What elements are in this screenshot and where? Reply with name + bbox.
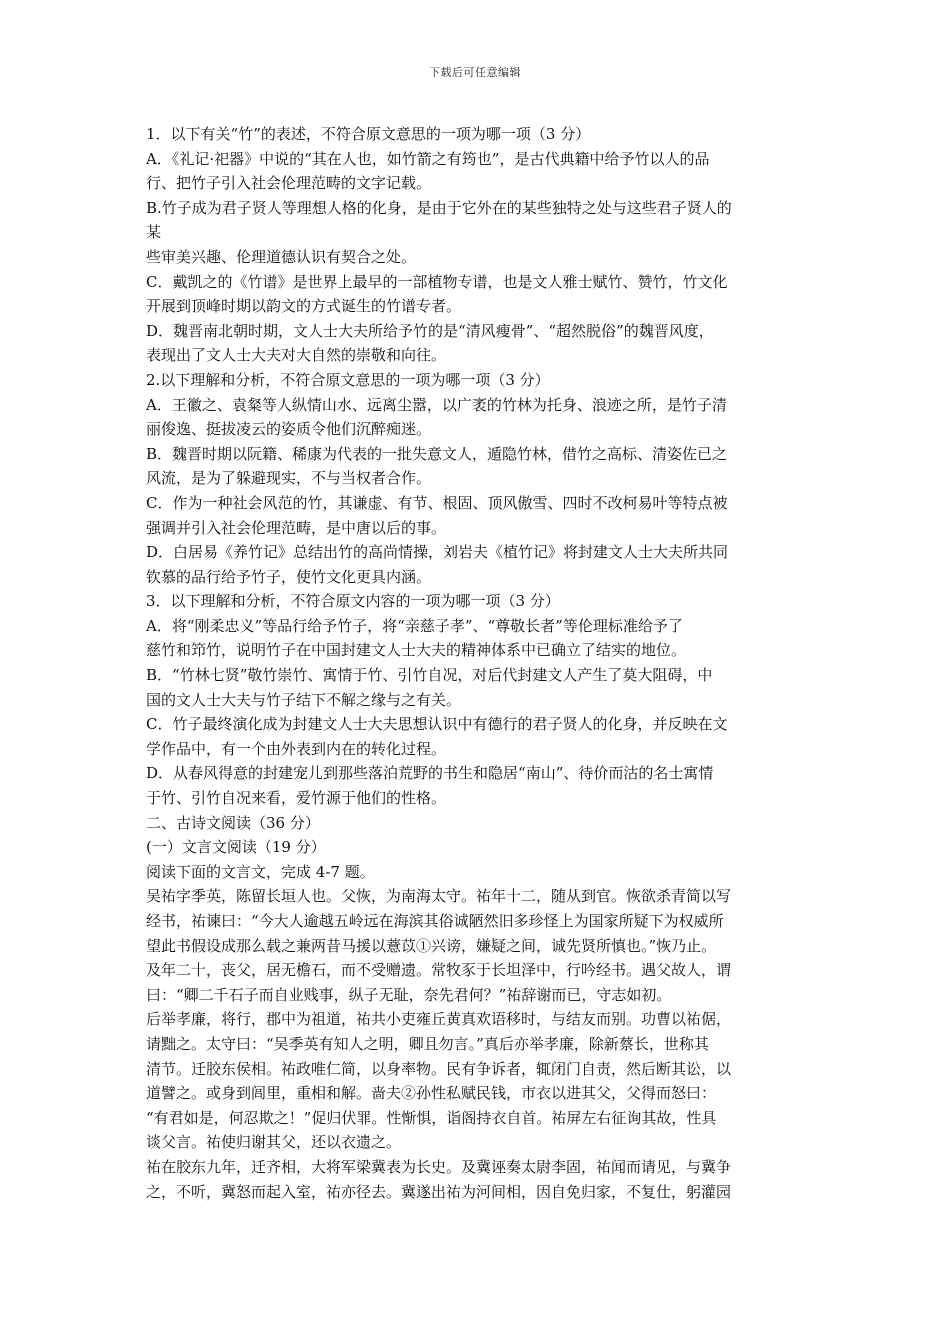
text-line: 望此书假设成那么载之兼两昔马援以薏苡①兴谤，嫌疑之间，诚先贤所慎也。”恢乃止。 xyxy=(146,936,717,955)
text-line: B.竹子成为君子贤人等理想人格的化身，是由于它外在的某些独特之处与这些君子贤人的 xyxy=(146,198,732,217)
text-line: 曰：“卿二千石子而自业贱事，纵子无耻，奈先君何？”祐辞谢而已，守志如初。 xyxy=(146,985,672,1004)
text-line: 于竹、引竹自况来看，爱竹源于他们的性格。 xyxy=(146,789,447,808)
text-line: 3．以下理解和分析，不符合原文内容的一项为哪一项（3 分） xyxy=(146,592,560,611)
text-line: D．魏晋南北朝时期，文人士大夫所给予竹的是“清风瘦骨”、“超然脱俗”的魏晋风度， xyxy=(146,321,714,340)
text-line: 行、把竹子引入社会伦理范畴的文字记载。 xyxy=(146,174,432,193)
text-line: 祐在胶东九年，迁齐相，大将军梁冀表为长史。及冀诬奏太尉李固，祐闻而请见，与冀争 xyxy=(146,1157,732,1176)
text-line: D．从春风得意的封建宠儿到那些落泊荒野的书生和隐居“南山”、待价而沽的名士寓情 xyxy=(146,764,714,783)
text-line: C．戴凯之的《竹谱》是世界上最早的一部植物专谱，也是文人雅士赋竹、赞竹，竹文化 xyxy=(146,272,728,291)
text-line: 请黜之。太守曰：“吴季英有知人之明，卿且勿言。”真后亦举孝廉，除新蔡长，世称其 xyxy=(146,1034,709,1053)
text-line: 2.以下理解和分析，不符合原文意思的一项为哪一项（3 分） xyxy=(146,370,550,389)
text-line: 学作品中，有一个由外表到内在的转化过程。 xyxy=(146,739,447,758)
text-line: 1．以下有关“竹”的表述，不符合原文意思的一项为哪一项（3 分） xyxy=(146,125,591,143)
text-line: 些审美兴趣、伦理道德认识有契合之处。 xyxy=(146,247,417,266)
document-body xyxy=(146,122,814,1204)
text-line: 道譬之。或身到闾里，重相和解。啬夫②孙性私赋民钱，市衣以进其父，父得而怒曰： xyxy=(146,1084,717,1103)
text-line: C．竹子最终演化成为封建文人士大夫思想认识中有德行的君子贤人的化身，并反映在文 xyxy=(146,715,728,734)
text-line: 某 xyxy=(146,223,162,242)
text-line: 谈父言。祐使归谢其父，还以衣遗之。 xyxy=(146,1133,402,1152)
text-line: B．魏晋时期以阮籍、稀康为代表的一批失意文人，遁隐竹林，借竹之高标、清姿佐已之 xyxy=(146,444,728,463)
text-line: (一）文言文阅读（19 分） xyxy=(146,838,326,857)
text-line: 经书，祐谏曰：“今大人逾越五岭远在海滨其俗诚陋然旧多珍怪上为国家所疑下为权威所 xyxy=(146,912,724,930)
text-line: 国的文人士大夫与竹子结下不解之缘与之有关。 xyxy=(146,690,462,709)
text-line: A．王徽之、袁粲等人纵情山水、远离尘嚣，以广袤的竹林为托身、浪迹之所，是竹子清 xyxy=(146,395,727,414)
header-note: 下载后可任意编辑 xyxy=(429,66,521,79)
text-line: 慈竹和笻竹，说明竹子在中国封建文人士大夫的精神体系中已确立了结实的地位。 xyxy=(146,641,687,660)
text-line: 吴祐字季英，陈留长垣人也。父恢，为南海太守。祐年十二，随从到官。恢欲杀青简以写 xyxy=(146,887,732,906)
text-line: 强调并引入社会伦理范畴，是中唐以后的事。 xyxy=(146,518,447,537)
text-line: 风流，是为了躲避现实，不与当权者合作。 xyxy=(146,469,432,488)
text-line: 钦慕的品行给予竹子，使竹文化更具内涵。 xyxy=(146,567,432,586)
text-line: 丽俊逸、挺拔凌云的姿质令他们沉醉痴迷。 xyxy=(146,420,432,439)
text-line: 及年二十，丧父，居无檐石，而不受赠遗。常牧豕于长坦泽中，行吟经书。遇父故人，谓 xyxy=(146,961,732,980)
text-line: A．《礼记·祀器》中说的“其在人也，如竹箭之有筠也”，是古代典籍中给予竹以人的品 xyxy=(146,149,710,168)
text-line: C．作为一种社会风范的竹，其谦虚、有节、根固、顶风傲雪、四时不改柯易叶等特点被 xyxy=(146,493,728,512)
text-line: 二、古诗文阅读（36 分） xyxy=(146,813,320,832)
text-line: 开展到顶峰时期以韵文的方式诞生的竹谱专者。 xyxy=(146,297,462,316)
text-line: D．白居易《养竹记》总结出竹的高尚情操，刘岩夫《植竹记》将封建文人士大夫所共同 xyxy=(146,543,729,562)
text-line: B．“竹林七贤”敬竹崇竹、寓情于竹、引竹自况，对后代封建文人产生了莫大阻碍，中 xyxy=(146,666,713,685)
text-line: 之，不听，冀怒而起入室，祐亦径去。冀遂出祐为河间相，因自免归家，不复仕，躬灌园 xyxy=(146,1182,732,1201)
text-line: 后举孝廉，将行，郡中为祖道，祐共小吏雍丘黄真欢语移时，与结友而别。功曹以祐倨， xyxy=(146,1010,732,1029)
text-line: A．将“刚柔忠义”等品行给予竹子，将“亲慈子孝”、“尊敬长者”等伦理标准给予了 xyxy=(146,616,683,635)
text-line: 清节。迁胶东侯相。祐政唯仁简，以身率物。民有争诉者，辄闭门自责，然后断其讼，以 xyxy=(146,1059,732,1078)
text-line: “有君如是，何忍欺之！”促归伏罪。性惭惧，诣阁持衣自首。祐屏左右征询其故，性具 xyxy=(146,1108,717,1127)
text-line: 阅读下面的文言文，完成 4-7 题。 xyxy=(146,862,375,881)
text-line: 表现出了文人士大夫对大自然的崇敬和向往。 xyxy=(146,346,447,365)
